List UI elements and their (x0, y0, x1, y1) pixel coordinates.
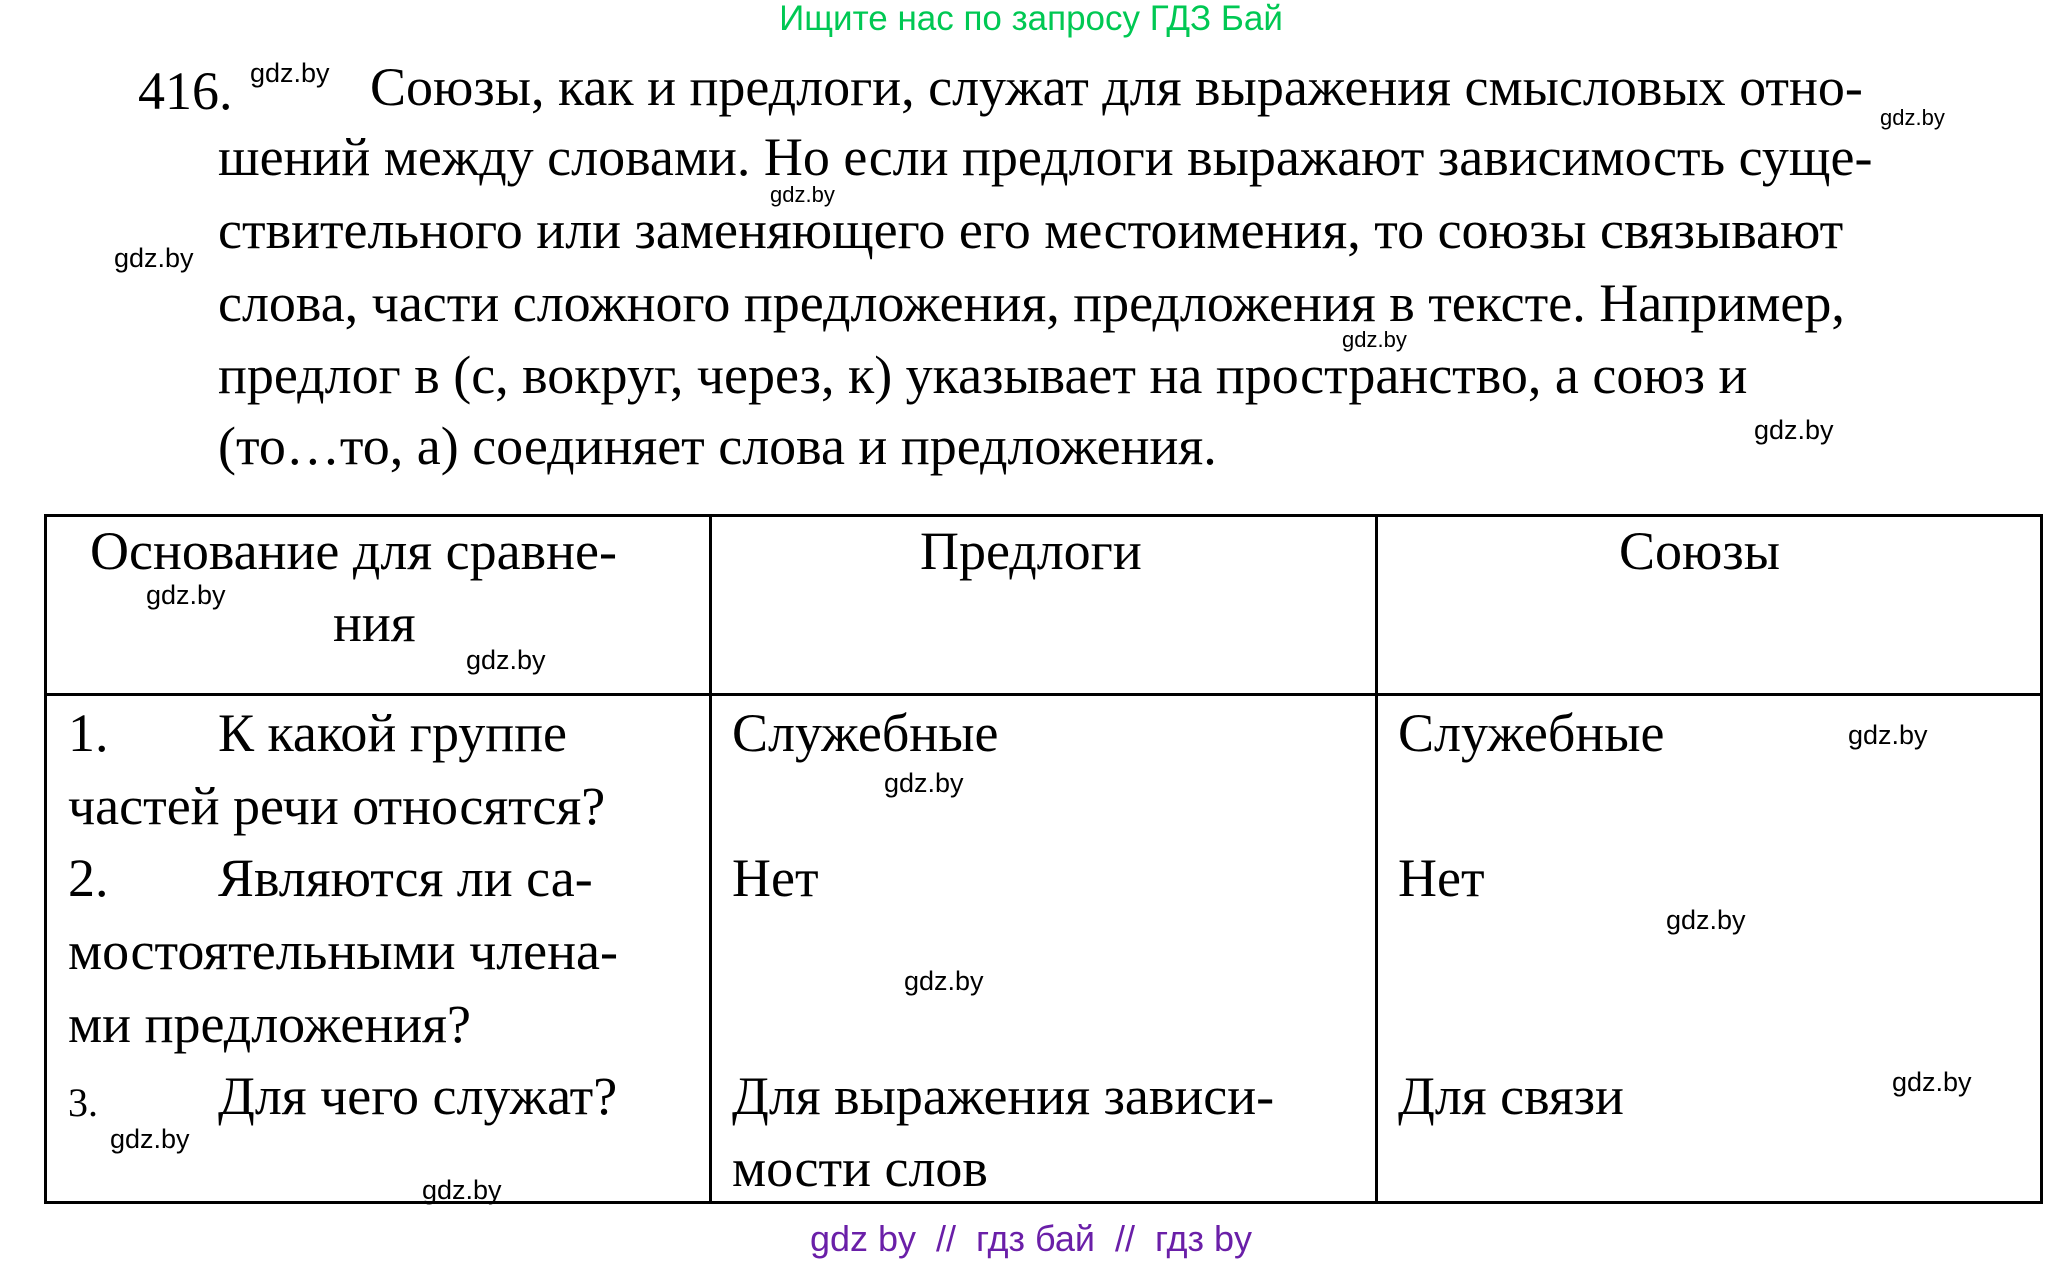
row-2-question-line-3: ми предложения? (68, 994, 471, 1054)
row-2-number: 2. (68, 848, 109, 908)
row-3-conjunctions: Для связи (1398, 1066, 1624, 1126)
exercise-number: 416. (138, 61, 233, 121)
watermark: gdz.by (1666, 905, 1746, 935)
watermark: gdz.by (1880, 105, 1945, 130)
exercise-line-3: ствительного или заменяющего его местоимения, то союзы связывают (218, 200, 1844, 260)
footer-links: gdz by // гдз бай // гдз by (809, 1218, 1253, 1259)
header-basis: Основание для сравне- (90, 521, 617, 581)
row-2-question-line-1: Являются ли са- (218, 848, 593, 908)
table-border-left (44, 514, 47, 1204)
row-2-question-line-2: мостоятельными члена- (68, 921, 618, 981)
row-1-prepositions: Служебные (732, 703, 999, 763)
exercise-line-6: (то…то, а) соединяет слова и предложения. (218, 416, 1217, 476)
search-hint-banner: Ищите нас по запросу ГДЗ Бай (779, 0, 1283, 38)
table-border-bottom (44, 1201, 2043, 1204)
watermark: gdz.by (114, 243, 194, 273)
watermark: gdz.by (250, 58, 330, 88)
exercise-line-4: слова, части сложного предложения, предложения в тексте. Например, (218, 273, 1845, 333)
exercise-line-5: предлог в (с, вокруг, через, к) указывает на пространство, а союз и (218, 345, 1748, 405)
watermark: gdz.by (466, 645, 546, 675)
row-3-question-line-1: Для чего служат? (218, 1066, 618, 1126)
watermark: gdz.by (904, 966, 984, 996)
header-prepositions: Предлоги (920, 521, 1142, 581)
watermark: gdz.by (884, 768, 964, 798)
table-column-divider-1 (709, 514, 712, 1204)
row-2-prepositions: Нет (732, 848, 819, 908)
table-header-divider (44, 693, 2043, 696)
header-conjunctions: Союзы (1619, 521, 1780, 581)
row-1-question-line-1: К какой группе (218, 703, 567, 763)
table-column-divider-2 (1375, 514, 1378, 1204)
watermark: gdz.by (146, 580, 226, 610)
header-basis-continued: ния (333, 593, 416, 653)
row-1-number: 1. (68, 703, 109, 763)
watermark: gdz.by (770, 182, 835, 207)
row-2-conjunctions: Нет (1398, 848, 1485, 908)
watermark: gdz.by (1342, 327, 1407, 352)
watermark: gdz.by (110, 1124, 190, 1154)
row-1-question-line-2: частей речи относятся? (68, 776, 606, 836)
row-3-prepositions-line-1: Для выражения зависи- (732, 1066, 1275, 1126)
row-3-number: 3. (68, 1080, 98, 1125)
watermark: gdz.by (422, 1175, 502, 1205)
exercise-line-1: Союзы, как и предлоги, служат для выражения смысловых отно- (370, 57, 1863, 117)
watermark: gdz.by (1892, 1067, 1972, 1097)
watermark: gdz.by (1848, 720, 1928, 750)
row-3-prepositions-line-2: мости слов (732, 1138, 988, 1198)
exercise-line-2: шений между словами. Но если предлоги выражают зависимость суще- (218, 127, 1873, 187)
table-border-right (2040, 514, 2043, 1204)
watermark: gdz.by (1754, 415, 1834, 445)
row-1-conjunctions: Служебные (1398, 703, 1665, 763)
